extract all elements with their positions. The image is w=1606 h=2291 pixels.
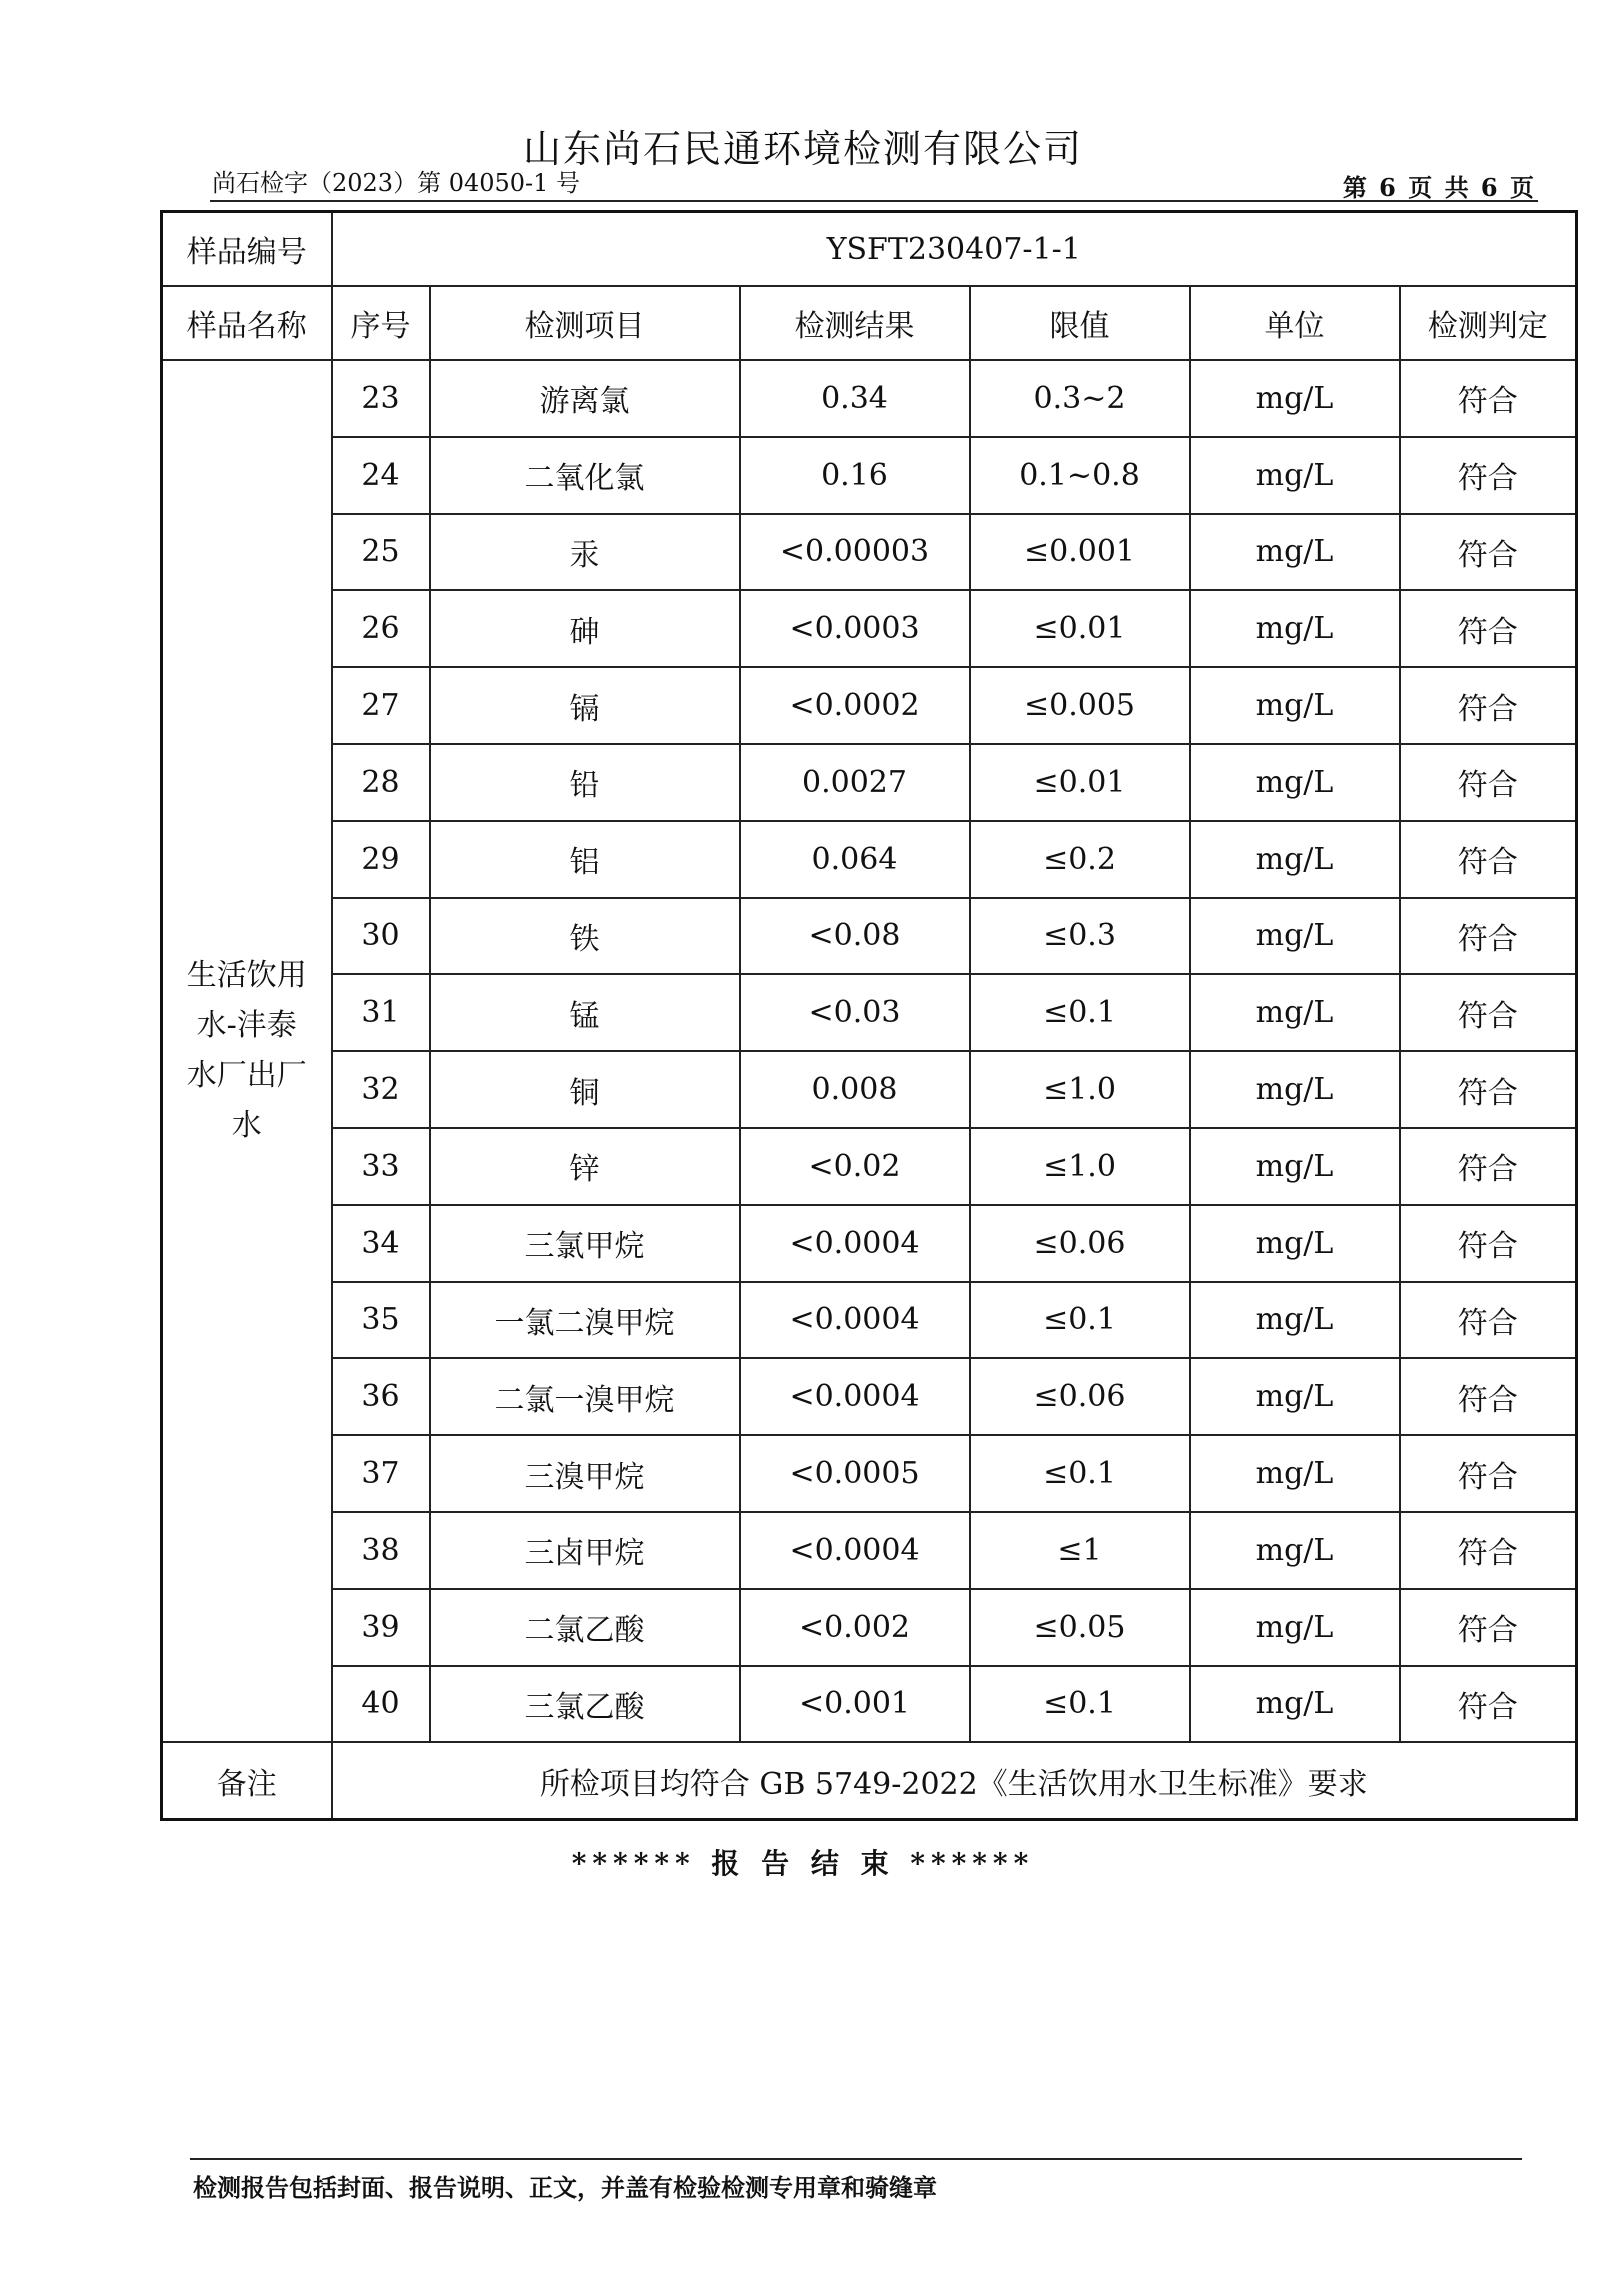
sample-id-label: 样品编号 xyxy=(162,212,332,287)
row-test-item: 镉 xyxy=(430,667,740,744)
table-row xyxy=(162,1051,1577,1128)
row-judgement: 符合 xyxy=(1400,1435,1577,1512)
table-row xyxy=(162,1358,1577,1435)
row-number: 28 xyxy=(332,744,430,821)
row-result: 0.008 xyxy=(740,1051,970,1128)
row-result: <0.0002 xyxy=(740,667,970,744)
row-limit: ≤0.01 xyxy=(970,744,1190,821)
row-unit: mg/L xyxy=(1190,590,1400,667)
row-unit: mg/L xyxy=(1190,1512,1400,1589)
row-test-item: 铅 xyxy=(430,744,740,821)
row-result: <0.08 xyxy=(740,898,970,975)
table-row xyxy=(162,514,1577,591)
row-unit: mg/L xyxy=(1190,744,1400,821)
col-result: 检测结果 xyxy=(740,286,970,360)
row-judgement: 符合 xyxy=(1400,1282,1577,1359)
row-unit: mg/L xyxy=(1190,1282,1400,1359)
row-unit: mg/L xyxy=(1190,974,1400,1051)
row-result: <0.0003 xyxy=(740,590,970,667)
table-row xyxy=(162,590,1577,667)
row-unit: mg/L xyxy=(1190,1666,1400,1743)
row-limit: 0.3~2 xyxy=(970,360,1190,437)
row-limit: ≤0.3 xyxy=(970,898,1190,975)
row-result: <0.002 xyxy=(740,1589,970,1666)
row-limit: ≤0.06 xyxy=(970,1205,1190,1282)
row-number: 38 xyxy=(332,1512,430,1589)
sample-name-line: 水 xyxy=(231,1108,262,1144)
row-result: 0.34 xyxy=(740,360,970,437)
header-divider xyxy=(210,200,1538,202)
col-number: 序号 xyxy=(332,286,430,360)
report-number: 尚石检字（2023）第 04050-1 号 xyxy=(212,169,581,197)
row-limit: ≤0.001 xyxy=(970,514,1190,591)
row-unit: mg/L xyxy=(1190,1205,1400,1282)
row-result: <0.0004 xyxy=(740,1205,970,1282)
row-unit: mg/L xyxy=(1190,514,1400,591)
table-row xyxy=(162,1128,1577,1205)
row-number: 25 xyxy=(332,514,430,591)
row-limit: 0.1~0.8 xyxy=(970,437,1190,514)
table-row xyxy=(162,974,1577,1051)
row-number: 37 xyxy=(332,1435,430,1512)
row-limit: ≤0.1 xyxy=(970,1435,1190,1512)
row-limit: ≤1 xyxy=(970,1512,1190,1589)
row-result: <0.0004 xyxy=(740,1512,970,1589)
table-row xyxy=(162,821,1577,898)
row-limit: ≤0.06 xyxy=(970,1358,1190,1435)
sample-name-line: 水厂出厂 xyxy=(186,1058,307,1094)
row-test-item: 三溴甲烷 xyxy=(430,1435,740,1512)
test-result-table xyxy=(160,210,1578,1821)
sample-name-line: 生活饮用 xyxy=(186,958,307,994)
sample-id-row xyxy=(162,212,1577,287)
row-test-item: 铜 xyxy=(430,1051,740,1128)
row-number: 39 xyxy=(332,1589,430,1666)
row-number: 24 xyxy=(332,437,430,514)
row-result: <0.0005 xyxy=(740,1435,970,1512)
row-test-item: 锌 xyxy=(430,1128,740,1205)
row-judgement: 符合 xyxy=(1400,514,1577,591)
row-number: 34 xyxy=(332,1205,430,1282)
row-result: 0.16 xyxy=(740,437,970,514)
footer-divider xyxy=(190,2158,1522,2160)
row-limit: ≤0.005 xyxy=(970,667,1190,744)
row-judgement: 符合 xyxy=(1400,1205,1577,1282)
row-test-item: 铝 xyxy=(430,821,740,898)
row-judgement: 符合 xyxy=(1400,744,1577,821)
row-number: 26 xyxy=(332,590,430,667)
row-judgement: 符合 xyxy=(1400,1666,1577,1743)
row-test-item: 三氯甲烷 xyxy=(430,1205,740,1282)
row-number: 27 xyxy=(332,667,430,744)
table-row xyxy=(162,1512,1577,1589)
col-unit: 单位 xyxy=(1190,286,1400,360)
sample-name-line: 水-沣泰 xyxy=(196,1008,297,1044)
table-row xyxy=(162,1205,1577,1282)
row-limit: ≤0.1 xyxy=(970,974,1190,1051)
row-number: 35 xyxy=(332,1282,430,1359)
row-unit: mg/L xyxy=(1190,821,1400,898)
table-row xyxy=(162,667,1577,744)
row-test-item: 二氯一溴甲烷 xyxy=(430,1358,740,1435)
footnote: 检测报告包括封面、报告说明、正文，并盖有检验检测专用章和骑缝章 xyxy=(193,2173,937,2202)
row-number: 33 xyxy=(332,1128,430,1205)
sample-name-cell xyxy=(162,360,332,1742)
row-judgement: 符合 xyxy=(1400,1589,1577,1666)
row-judgement: 符合 xyxy=(1400,667,1577,744)
page-number: 第 6 页 共 6 页 xyxy=(1342,173,1536,202)
table-row xyxy=(162,360,1577,437)
row-judgement: 符合 xyxy=(1400,360,1577,437)
remark-text: 所检项目均符合 GB 5749-2022《生活饮用水卫生标准》要求 xyxy=(332,1742,1577,1820)
row-number: 31 xyxy=(332,974,430,1051)
row-judgement: 符合 xyxy=(1400,898,1577,975)
row-test-item: 三卤甲烷 xyxy=(430,1512,740,1589)
row-limit: ≤0.1 xyxy=(970,1666,1190,1743)
row-number: 23 xyxy=(332,360,430,437)
row-unit: mg/L xyxy=(1190,1128,1400,1205)
row-test-item: 铁 xyxy=(430,898,740,975)
col-test-item: 检测项目 xyxy=(430,286,740,360)
col-judgement: 检测判定 xyxy=(1400,286,1577,360)
table-row xyxy=(162,1435,1577,1512)
row-limit: ≤0.1 xyxy=(970,1282,1190,1359)
row-test-item: 三氯乙酸 xyxy=(430,1666,740,1743)
row-result: <0.0004 xyxy=(740,1282,970,1359)
row-unit: mg/L xyxy=(1190,1589,1400,1666)
row-judgement: 符合 xyxy=(1400,437,1577,514)
row-unit: mg/L xyxy=(1190,1435,1400,1512)
row-result: 0.064 xyxy=(740,821,970,898)
row-unit: mg/L xyxy=(1190,437,1400,514)
row-test-item: 锰 xyxy=(430,974,740,1051)
row-limit: ≤0.05 xyxy=(970,1589,1190,1666)
row-result: <0.03 xyxy=(740,974,970,1051)
sample-id-value: YSFT230407-1-1 xyxy=(332,212,1577,287)
table-row xyxy=(162,437,1577,514)
table-row xyxy=(162,1282,1577,1359)
row-unit: mg/L xyxy=(1190,898,1400,975)
row-test-item: 二氧化氯 xyxy=(430,437,740,514)
table-row xyxy=(162,1589,1577,1666)
row-result: <0.0004 xyxy=(740,1358,970,1435)
col-limit: 限值 xyxy=(970,286,1190,360)
row-unit: mg/L xyxy=(1190,360,1400,437)
row-judgement: 符合 xyxy=(1400,1512,1577,1589)
row-unit: mg/L xyxy=(1190,667,1400,744)
row-number: 30 xyxy=(332,898,430,975)
table-row xyxy=(162,898,1577,975)
table-row xyxy=(162,744,1577,821)
row-judgement: 符合 xyxy=(1400,590,1577,667)
row-judgement: 符合 xyxy=(1400,974,1577,1051)
remark-row xyxy=(162,1742,1577,1820)
row-judgement: 符合 xyxy=(1400,821,1577,898)
row-test-item: 汞 xyxy=(430,514,740,591)
row-result: <0.00003 xyxy=(740,514,970,591)
row-result: <0.02 xyxy=(740,1128,970,1205)
remark-label: 备注 xyxy=(162,1742,332,1820)
row-judgement: 符合 xyxy=(1400,1358,1577,1435)
row-number: 40 xyxy=(332,1666,430,1743)
column-header-row xyxy=(162,286,1577,360)
row-number: 29 xyxy=(332,821,430,898)
row-test-item: 一氯二溴甲烷 xyxy=(430,1282,740,1359)
row-limit: ≤1.0 xyxy=(970,1128,1190,1205)
row-limit: ≤1.0 xyxy=(970,1051,1190,1128)
row-result: <0.001 xyxy=(740,1666,970,1743)
row-number: 32 xyxy=(332,1051,430,1128)
row-judgement: 符合 xyxy=(1400,1051,1577,1128)
row-test-item: 二氯乙酸 xyxy=(430,1589,740,1666)
row-unit: mg/L xyxy=(1190,1358,1400,1435)
row-number: 36 xyxy=(332,1358,430,1435)
row-unit: mg/L xyxy=(1190,1051,1400,1128)
table-row xyxy=(162,1666,1577,1743)
col-sample-name: 样品名称 xyxy=(162,286,332,360)
row-judgement: 符合 xyxy=(1400,1128,1577,1205)
company-name: 山东尚石民通环境检测有限公司 xyxy=(522,127,1083,171)
report-end-mark: ****** 报 告 结 束 ****** xyxy=(571,1847,1035,1880)
row-test-item: 砷 xyxy=(430,590,740,667)
row-limit: ≤0.2 xyxy=(970,821,1190,898)
row-limit: ≤0.01 xyxy=(970,590,1190,667)
row-result: 0.0027 xyxy=(740,744,970,821)
row-test-item: 游离氯 xyxy=(430,360,740,437)
